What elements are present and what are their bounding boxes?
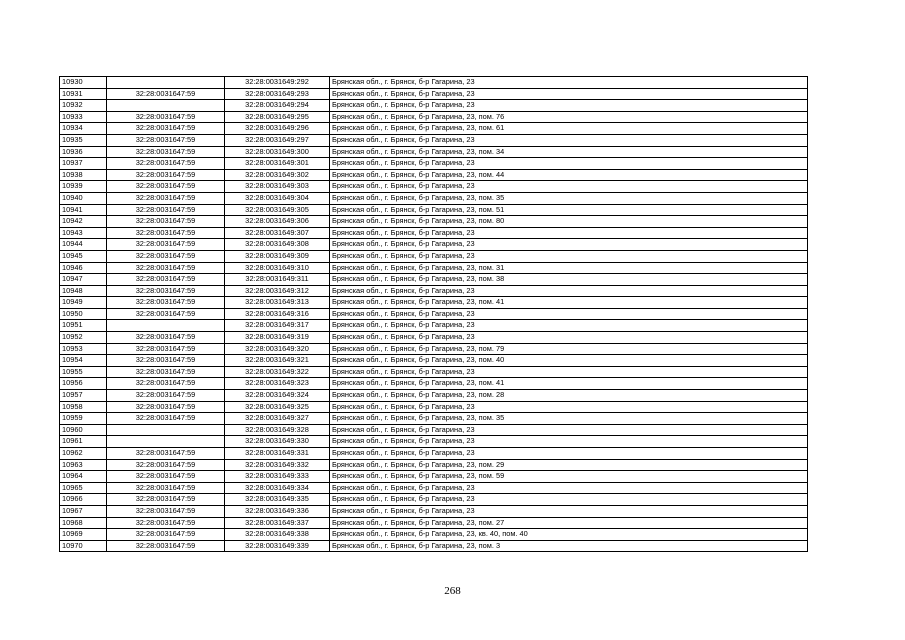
row-number-cell: 10965 xyxy=(60,482,107,494)
address-cell: Брянская обл., г. Брянск, б-р Гагарина, 23 xyxy=(330,227,808,239)
table-row xyxy=(60,540,808,552)
address-cell: Брянская обл., г. Брянск, б-р Гагарина, 23 xyxy=(330,424,808,436)
address-cell: Брянская обл., г. Брянск, б-р Гагарина, 23 xyxy=(330,308,808,320)
table-row xyxy=(60,192,808,204)
row-number-cell: 10937 xyxy=(60,158,107,170)
cadastral-number-cell: 32:28:0031649:295 xyxy=(225,111,330,123)
table-row xyxy=(60,494,808,506)
cadastral-block-cell: 32:28:0031647:59 xyxy=(107,355,225,367)
row-number-cell: 10952 xyxy=(60,332,107,344)
table-row xyxy=(60,134,808,146)
cadastral-number-cell: 32:28:0031649:300 xyxy=(225,146,330,158)
cadastral-block-cell: 32:28:0031647:59 xyxy=(107,285,225,297)
table-row xyxy=(60,158,808,170)
cadastral-block-cell xyxy=(107,436,225,448)
address-cell: Брянская обл., г. Брянск, б-р Гагарина, 23 xyxy=(330,88,808,100)
address-cell: Брянская обл., г. Брянск, б-р Гагарина, 23 xyxy=(330,239,808,251)
table-row xyxy=(60,88,808,100)
address-cell: Брянская обл., г. Брянск, б-р Гагарина, 23 xyxy=(330,77,808,89)
row-number-cell: 10967 xyxy=(60,505,107,517)
address-cell: Брянская обл., г. Брянск, б-р Гагарина, 23, пом. 51 xyxy=(330,204,808,216)
cadastral-block-cell: 32:28:0031647:59 xyxy=(107,88,225,100)
address-cell: Брянская обл., г. Брянск, б-р Гагарина, 23, пом. 40 xyxy=(330,355,808,367)
address-cell: Брянская обл., г. Брянск, б-р Гагарина, 23, пом. 31 xyxy=(330,262,808,274)
table-row xyxy=(60,227,808,239)
address-cell: Брянская обл., г. Брянск, б-р Гагарина, 23 xyxy=(330,482,808,494)
address-cell: Брянская обл., г. Брянск, б-р Гагарина, 23 xyxy=(330,250,808,262)
address-cell: Брянская обл., г. Брянск, б-р Гагарина, 23 xyxy=(330,134,808,146)
table-row xyxy=(60,320,808,332)
cadastral-block-cell: 32:28:0031647:59 xyxy=(107,216,225,228)
row-number-cell: 10944 xyxy=(60,239,107,251)
table-row xyxy=(60,401,808,413)
row-number-cell: 10962 xyxy=(60,448,107,460)
table-row xyxy=(60,146,808,158)
cadastral-number-cell: 32:28:0031649:321 xyxy=(225,355,330,367)
row-number-cell: 10959 xyxy=(60,413,107,425)
cadastral-block-cell: 32:28:0031647:59 xyxy=(107,471,225,483)
cadastral-block-cell: 32:28:0031647:59 xyxy=(107,459,225,471)
table-body xyxy=(60,77,808,552)
cadastral-number-cell: 32:28:0031649:325 xyxy=(225,401,330,413)
cadastral-block-cell: 32:28:0031647:59 xyxy=(107,192,225,204)
table-row xyxy=(60,505,808,517)
cadastral-block-cell: 32:28:0031647:59 xyxy=(107,308,225,320)
table-row xyxy=(60,204,808,216)
table-row xyxy=(60,366,808,378)
cadastral-number-cell: 32:28:0031649:305 xyxy=(225,204,330,216)
table-row xyxy=(60,378,808,390)
row-number-cell: 10949 xyxy=(60,297,107,309)
table-row xyxy=(60,250,808,262)
cadastral-number-cell: 32:28:0031649:309 xyxy=(225,250,330,262)
cadastral-number-cell: 32:28:0031649:310 xyxy=(225,262,330,274)
table-row xyxy=(60,111,808,123)
cadastral-number-cell: 32:28:0031649:294 xyxy=(225,100,330,112)
cadastral-number-cell: 32:28:0031649:308 xyxy=(225,239,330,251)
cadastral-block-cell: 32:28:0031647:59 xyxy=(107,297,225,309)
table-row xyxy=(60,262,808,274)
cadastral-number-cell: 32:28:0031649:297 xyxy=(225,134,330,146)
row-number-cell: 10956 xyxy=(60,378,107,390)
row-number-cell: 10943 xyxy=(60,227,107,239)
cadastral-block-cell: 32:28:0031647:59 xyxy=(107,540,225,552)
cadastral-number-cell: 32:28:0031649:324 xyxy=(225,390,330,402)
table-row xyxy=(60,297,808,309)
cadastral-block-cell: 32:28:0031647:59 xyxy=(107,448,225,460)
table-row xyxy=(60,517,808,529)
cadastral-number-cell: 32:28:0031649:293 xyxy=(225,88,330,100)
cadastral-block-cell xyxy=(107,77,225,89)
row-number-cell: 10950 xyxy=(60,308,107,320)
row-number-cell: 10948 xyxy=(60,285,107,297)
row-number-cell: 10964 xyxy=(60,471,107,483)
cadastral-number-cell: 32:28:0031649:334 xyxy=(225,482,330,494)
cadastral-number-cell: 32:28:0031649:330 xyxy=(225,436,330,448)
cadastral-block-cell: 32:28:0031647:59 xyxy=(107,262,225,274)
cadastral-block-cell: 32:28:0031647:59 xyxy=(107,227,225,239)
address-cell: Брянская обл., г. Брянск, б-р Гагарина, 23, пом. 59 xyxy=(330,471,808,483)
row-number-cell: 10961 xyxy=(60,436,107,448)
cadastral-number-cell: 32:28:0031649:328 xyxy=(225,424,330,436)
address-cell: Брянская обл., г. Брянск, б-р Гагарина, 23 xyxy=(330,332,808,344)
table-row xyxy=(60,181,808,193)
address-cell: Брянская обл., г. Брянск, б-р Гагарина, 23 xyxy=(330,181,808,193)
cadastral-number-cell: 32:28:0031649:312 xyxy=(225,285,330,297)
address-cell: Брянская обл., г. Брянск, б-р Гагарина, 23 xyxy=(330,366,808,378)
table-row xyxy=(60,169,808,181)
row-number-cell: 10931 xyxy=(60,88,107,100)
cadastral-block-cell: 32:28:0031647:59 xyxy=(107,204,225,216)
cadastral-block-cell: 32:28:0031647:59 xyxy=(107,505,225,517)
cadastral-block-cell: 32:28:0031647:59 xyxy=(107,529,225,541)
cadastral-block-cell: 32:28:0031647:59 xyxy=(107,181,225,193)
table-row xyxy=(60,413,808,425)
row-number-cell: 10954 xyxy=(60,355,107,367)
table-row xyxy=(60,471,808,483)
cadastral-number-cell: 32:28:0031649:296 xyxy=(225,123,330,135)
table-row xyxy=(60,448,808,460)
row-number-cell: 10946 xyxy=(60,262,107,274)
cadastral-number-cell: 32:28:0031649:311 xyxy=(225,274,330,286)
table-row xyxy=(60,285,808,297)
address-cell: Брянская обл., г. Брянск, б-р Гагарина, 23, пом. 35 xyxy=(330,192,808,204)
page-number: 268 xyxy=(444,585,461,597)
cadastral-block-cell: 32:28:0031647:59 xyxy=(107,239,225,251)
cadastral-block-cell: 32:28:0031647:59 xyxy=(107,169,225,181)
table-row xyxy=(60,77,808,89)
row-number-cell: 10933 xyxy=(60,111,107,123)
row-number-cell: 10942 xyxy=(60,216,107,228)
cadastral-block-cell: 32:28:0031647:59 xyxy=(107,123,225,135)
cadastral-number-cell: 32:28:0031649:292 xyxy=(225,77,330,89)
table-row xyxy=(60,100,808,112)
address-cell: Брянская обл., г. Брянск, б-р Гагарина, 23 xyxy=(330,448,808,460)
address-cell: Брянская обл., г. Брянск, б-р Гагарина, 23, кв. 40, пом. 40 xyxy=(330,529,808,541)
cadastral-number-cell: 32:28:0031649:335 xyxy=(225,494,330,506)
cadastral-number-cell: 32:28:0031649:333 xyxy=(225,471,330,483)
address-cell: Брянская обл., г. Брянск, б-р Гагарина, 23, пом. 79 xyxy=(330,343,808,355)
cadastral-block-cell: 32:28:0031647:59 xyxy=(107,343,225,355)
row-number-cell: 10969 xyxy=(60,529,107,541)
table-row xyxy=(60,216,808,228)
row-number-cell: 10940 xyxy=(60,192,107,204)
table-row xyxy=(60,529,808,541)
row-number-cell: 10953 xyxy=(60,343,107,355)
address-cell: Брянская обл., г. Брянск, б-р Гагарина, 23, пом. 27 xyxy=(330,517,808,529)
cadastral-block-cell: 32:28:0031647:59 xyxy=(107,250,225,262)
table-row xyxy=(60,274,808,286)
cadastral-number-cell: 32:28:0031649:320 xyxy=(225,343,330,355)
cadastral-block-cell: 32:28:0031647:59 xyxy=(107,332,225,344)
cadastral-block-cell: 32:28:0031647:59 xyxy=(107,517,225,529)
cadastral-block-cell: 32:28:0031647:59 xyxy=(107,134,225,146)
address-cell: Брянская обл., г. Брянск, б-р Гагарина, 23 xyxy=(330,436,808,448)
address-cell: Брянская обл., г. Брянск, б-р Гагарина, 23 xyxy=(330,158,808,170)
address-cell: Брянская обл., г. Брянск, б-р Гагарина, 23, пом. 80 xyxy=(330,216,808,228)
address-cell: Брянская обл., г. Брянск, б-р Гагарина, 23 xyxy=(330,320,808,332)
cadastral-block-cell: 32:28:0031647:59 xyxy=(107,111,225,123)
address-cell: Брянская обл., г. Брянск, б-р Гагарина, 23 xyxy=(330,401,808,413)
address-cell: Брянская обл., г. Брянск, б-р Гагарина, 23, пом. 41 xyxy=(330,378,808,390)
row-number-cell: 10970 xyxy=(60,540,107,552)
row-number-cell: 10947 xyxy=(60,274,107,286)
row-number-cell: 10957 xyxy=(60,390,107,402)
row-number-cell: 10958 xyxy=(60,401,107,413)
address-cell: Брянская обл., г. Брянск, б-р Гагарина, 23, пом. 34 xyxy=(330,146,808,158)
address-cell: Брянская обл., г. Брянск, б-р Гагарина, 23, пом. 44 xyxy=(330,169,808,181)
cadastral-number-cell: 32:28:0031649:322 xyxy=(225,366,330,378)
row-number-cell: 10930 xyxy=(60,77,107,89)
row-number-cell: 10966 xyxy=(60,494,107,506)
cadastral-block-cell: 32:28:0031647:59 xyxy=(107,366,225,378)
address-cell: Брянская обл., г. Брянск, б-р Гагарина, 23 xyxy=(330,505,808,517)
row-number-cell: 10960 xyxy=(60,424,107,436)
row-number-cell: 10934 xyxy=(60,123,107,135)
cadastral-number-cell: 32:28:0031649:338 xyxy=(225,529,330,541)
cadastral-number-cell: 32:28:0031649:304 xyxy=(225,192,330,204)
cadastral-block-cell: 32:28:0031647:59 xyxy=(107,494,225,506)
address-cell: Брянская обл., г. Брянск, б-р Гагарина, 23, пом. 61 xyxy=(330,123,808,135)
cadastral-number-cell: 32:28:0031649:319 xyxy=(225,332,330,344)
table-row xyxy=(60,123,808,135)
row-number-cell: 10935 xyxy=(60,134,107,146)
cadastral-number-cell: 32:28:0031649:317 xyxy=(225,320,330,332)
table-row xyxy=(60,355,808,367)
cadastral-number-cell: 32:28:0031649:337 xyxy=(225,517,330,529)
address-cell: Брянская обл., г. Брянск, б-р Гагарина, 23 xyxy=(330,285,808,297)
table-row xyxy=(60,239,808,251)
address-cell: Брянская обл., г. Брянск, б-р Гагарина, 23, пом. 41 xyxy=(330,297,808,309)
cadastral-number-cell: 32:28:0031649:339 xyxy=(225,540,330,552)
row-number-cell: 10963 xyxy=(60,459,107,471)
address-cell: Брянская обл., г. Брянск, б-р Гагарина, 23 xyxy=(330,494,808,506)
cadastral-block-cell: 32:28:0031647:59 xyxy=(107,158,225,170)
row-number-cell: 10932 xyxy=(60,100,107,112)
cadastral-number-cell: 32:28:0031649:336 xyxy=(225,505,330,517)
cadastral-number-cell: 32:28:0031649:307 xyxy=(225,227,330,239)
cadastral-block-cell: 32:28:0031647:59 xyxy=(107,146,225,158)
address-cell: Брянская обл., г. Брянск, б-р Гагарина, 23 xyxy=(330,100,808,112)
property-register-table xyxy=(59,76,808,552)
cadastral-number-cell: 32:28:0031649:303 xyxy=(225,181,330,193)
table-row xyxy=(60,390,808,402)
address-cell: Брянская обл., г. Брянск, б-р Гагарина, 23, пом. 28 xyxy=(330,390,808,402)
cadastral-block-cell: 32:28:0031647:59 xyxy=(107,390,225,402)
cadastral-block-cell: 32:28:0031647:59 xyxy=(107,413,225,425)
cadastral-block-cell: 32:28:0031647:59 xyxy=(107,274,225,286)
table-row xyxy=(60,436,808,448)
address-cell: Брянская обл., г. Брянск, б-р Гагарина, 23, пом. 3 xyxy=(330,540,808,552)
row-number-cell: 10936 xyxy=(60,146,107,158)
row-number-cell: 10939 xyxy=(60,181,107,193)
row-number-cell: 10951 xyxy=(60,320,107,332)
cadastral-number-cell: 32:28:0031649:327 xyxy=(225,413,330,425)
table-row xyxy=(60,332,808,344)
table-row xyxy=(60,482,808,494)
row-number-cell: 10945 xyxy=(60,250,107,262)
address-cell: Брянская обл., г. Брянск, б-р Гагарина, 23, пом. 29 xyxy=(330,459,808,471)
cadastral-number-cell: 32:28:0031649:302 xyxy=(225,169,330,181)
row-number-cell: 10955 xyxy=(60,366,107,378)
cadastral-block-cell xyxy=(107,424,225,436)
address-cell: Брянская обл., г. Брянск, б-р Гагарина, 23, пом. 76 xyxy=(330,111,808,123)
cadastral-number-cell: 32:28:0031649:316 xyxy=(225,308,330,320)
cadastral-number-cell: 32:28:0031649:306 xyxy=(225,216,330,228)
cadastral-block-cell xyxy=(107,100,225,112)
cadastral-block-cell: 32:28:0031647:59 xyxy=(107,482,225,494)
row-number-cell: 10968 xyxy=(60,517,107,529)
table-row xyxy=(60,308,808,320)
cadastral-block-cell: 32:28:0031647:59 xyxy=(107,378,225,390)
cadastral-block-cell: 32:28:0031647:59 xyxy=(107,401,225,413)
address-cell: Брянская обл., г. Брянск, б-р Гагарина, 23, пом. 38 xyxy=(330,274,808,286)
cadastral-number-cell: 32:28:0031649:332 xyxy=(225,459,330,471)
cadastral-number-cell: 32:28:0031649:301 xyxy=(225,158,330,170)
row-number-cell: 10941 xyxy=(60,204,107,216)
cadastral-number-cell: 32:28:0031649:323 xyxy=(225,378,330,390)
address-cell: Брянская обл., г. Брянск, б-р Гагарина, 23, пом. 35 xyxy=(330,413,808,425)
table-row xyxy=(60,459,808,471)
table-row xyxy=(60,424,808,436)
cadastral-number-cell: 32:28:0031649:313 xyxy=(225,297,330,309)
table-row xyxy=(60,343,808,355)
cadastral-block-cell xyxy=(107,320,225,332)
cadastral-number-cell: 32:28:0031649:331 xyxy=(225,448,330,460)
row-number-cell: 10938 xyxy=(60,169,107,181)
